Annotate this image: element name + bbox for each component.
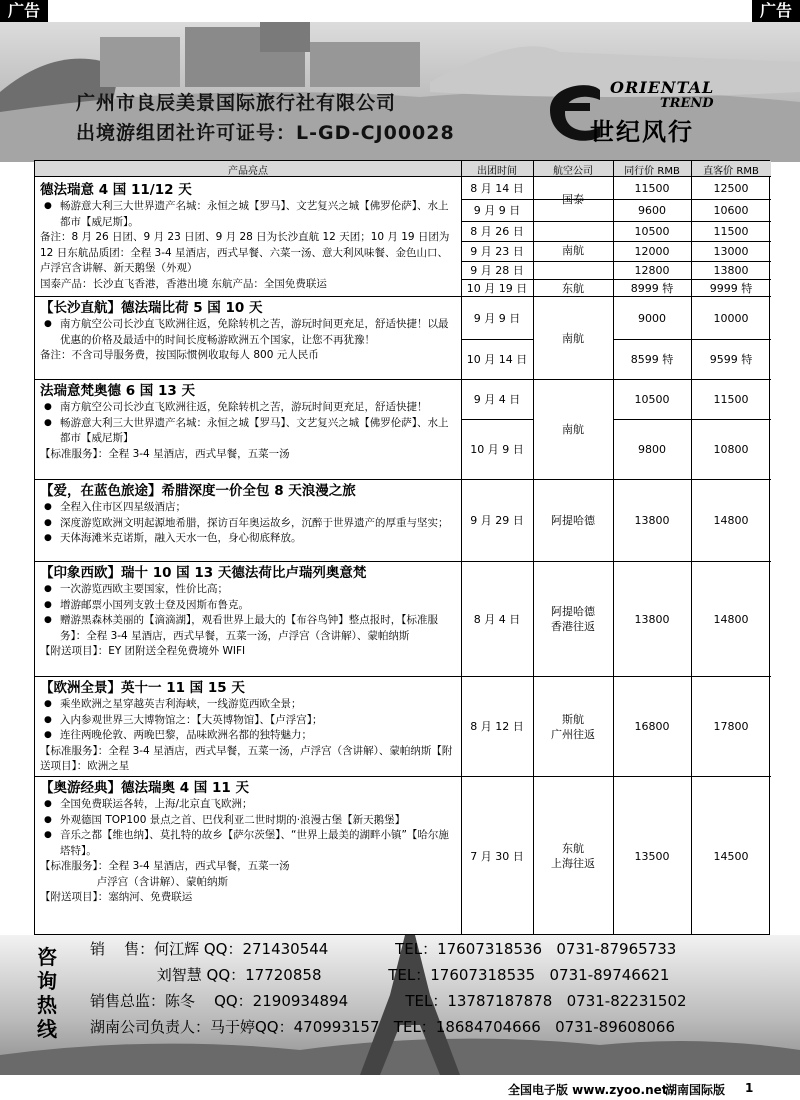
section-3-line: ● 畅游意大利三大世界遗产名城：永恒之城【罗马】、文艺复兴之城【佛罗伦萨】、水上都市【威尼斯】 [40, 416, 456, 447]
section-4 [35, 480, 461, 561]
airline-cell: 斯航 广州往返 [551, 712, 595, 741]
section-3-line: ● 南方航空公司长沙直飞欧洲往返，免除转机之苦，游玩时间更充足，舒适快捷！ [40, 400, 456, 416]
section-7-line: ● 外观德国 TOP100 景点之首、巴伐利亚二世时期的·浪漫古堡【新天鹅堡】 [40, 813, 456, 829]
airline-cell: 国泰 [562, 193, 584, 206]
peer-price-cell: 12800 [634, 264, 670, 277]
section-2-line: 备注：不含司导服务费，按国际惯例收取每人 800 元人民币 [40, 349, 319, 361]
direct-price-cell: 13000 [713, 245, 749, 258]
col-header-airline: 航空公司 [553, 166, 593, 177]
section-7-line: ● 全国免费联运各转，上海/北京直飞欧洲； [40, 797, 456, 813]
peer-price-cell: 10500 [634, 393, 670, 406]
direct-price-cell: 13800 [713, 264, 749, 277]
section-3 [35, 380, 461, 479]
peer-price-cell: 13500 [634, 849, 670, 863]
section-5-line: ● 一次游览西欧主要国家，性价比高； [40, 582, 456, 598]
hotline-label: 咨询热线 [37, 945, 57, 1041]
date-cell: 9 月 4 日 [473, 393, 521, 406]
direct-price-cell: 9999 特 [709, 281, 753, 295]
contact-line: 销 售：何江辉 QQ：271430544 TEL：17607318536 0731-87965733 [90, 940, 677, 958]
direct-price-cell: 14500 [713, 849, 749, 863]
section-4-line: ● 天体海滩米克诺斯，融入天水一色，身心彻底释放。 [40, 531, 456, 547]
peer-price-cell: 9800 [638, 443, 666, 456]
date-cell: 8 月 12 日 [470, 720, 524, 733]
section-6-line: ● 乘坐欧洲之星穿越英吉利海峡，一线游览西欧全景； [40, 697, 456, 713]
peer-price-cell: 10500 [634, 225, 670, 238]
site-url: 全国电子版 www.zyoo.net [508, 1083, 668, 1097]
date-cell: 9 月 23 日 [470, 245, 524, 258]
col-header-direct-price: 直客价 RMB [703, 166, 759, 177]
date-cell: 9 月 9 日 [473, 204, 521, 217]
airline-cell: 阿提哈德 香港往返 [551, 605, 595, 633]
section-1-line: 备注：8 月 26 日团、9 月 23 日团、9 月 28 日为长沙直航 12 天团；10 月 19 日团为 12 日东航品质团：全程 3-4 星酒店，西式早餐、六菜一汤、意大利风味餐、金色山口、卢浮宫含讲解、新天鹅堡（外观） [40, 231, 450, 274]
section-7 [35, 777, 461, 935]
peer-price-cell: 12000 [634, 245, 670, 258]
direct-price-cell: 14800 [713, 514, 749, 527]
tour-price-table [34, 160, 770, 935]
license-number: 出境游组团社许可证号：L-GD-CJ00028 [76, 122, 455, 144]
direct-price-cell: 9599 特 [709, 353, 753, 366]
airline-cell: 阿提哈德 [551, 514, 595, 527]
ad-tag-right: 广告 [752, 0, 800, 22]
logo-text-chinese: 世纪风行 [590, 117, 694, 146]
section-6-line: ● 连往两晚伦敦、两晚巴黎，品味欧洲名都的独特魅力； [40, 728, 456, 744]
section-5-line: 【附送项目】：EY 团附送全程免费境外 WIFI [40, 645, 246, 657]
direct-price-cell: 10800 [713, 443, 749, 456]
date-cell: 9 月 9 日 [473, 311, 521, 325]
logo-text-trend: TREND [660, 96, 714, 111]
date-cell: 9 月 29 日 [470, 514, 524, 527]
section-4-line: ● 全程入住市区四星级酒店； [40, 500, 456, 516]
edition-name: 湖南国际版 [665, 1083, 726, 1097]
direct-price-cell: 12500 [713, 182, 749, 195]
section-7-line: 【标准服务】：全程 3-4 星酒店，西式早餐，五菜一汤 [40, 860, 290, 872]
peer-price-cell: 13800 [634, 514, 670, 527]
section-2-title: 【长沙直航】德法瑞比荷 5 国 10 天 [40, 300, 263, 316]
direct-price-cell: 11500 [713, 393, 749, 406]
section-6 [35, 677, 461, 776]
col-header-peer-price: 同行价 RMB [624, 166, 680, 177]
section-4-line: ● 深度游览欧洲文明起源地希腊，探访百年奥运故乡，沉醉于世界遗产的厚重与坚实； [40, 516, 456, 532]
col-header-date: 出团时间 [477, 166, 517, 177]
contact-line: 湖南公司负责人：马于婷QQ：470993157 TEL：18684704666 0731-89608066 [90, 1018, 676, 1036]
section-6-title: 【欧洲全景】英十一 11 国 15 天 [40, 680, 245, 696]
direct-price-cell: 17800 [713, 720, 749, 733]
col-header-highlights: 产品亮点 [228, 166, 268, 177]
ad-tag-left: 广告 [0, 0, 48, 22]
peer-price-cell: 16800 [634, 720, 670, 733]
section-5-line: ● 增游邮票小国列支敦士登及因斯布鲁克。 [40, 598, 456, 614]
peer-price-cell: 8999 特 [630, 281, 674, 295]
page-footer [0, 1075, 800, 1100]
airline-cell: 东航 上海往返 [551, 842, 595, 870]
peer-price-cell: 8599 特 [630, 353, 674, 366]
section-3-title: 法瑞意梵奥德 6 国 13 天 [40, 383, 195, 399]
section-5-line: ● 赠游黑森林美丽的【滴滴湖】，观看世界上最大的【布谷鸟钟】整点报时，【标准服务】：全程 3-4 星酒店，西式早餐，五菜一汤，卢浮宫（含讲解）、蒙帕纳斯 [40, 613, 456, 644]
section-1-title: 德法瑞意 4 国 11/12 天 [40, 182, 192, 198]
section-7-line: ● 音乐之都【维也纳】、莫扎特的故乡【萨尔茨堡】、“世界上最美的湖畔小镇”【哈尔施塔特】。 [40, 828, 456, 859]
section-7-line: 卢浮宫（含讲解）、蒙帕纳斯 [40, 875, 228, 888]
section-2 [35, 297, 461, 379]
contact-line: 销售总监：陈冬 QQ：2190934894 TEL：13787187878 0731-82231502 [90, 992, 687, 1010]
date-cell: 9 月 28 日 [470, 264, 524, 277]
direct-price-cell: 11500 [713, 225, 749, 238]
date-cell: 8 月 14 日 [470, 182, 524, 195]
section-7-title: 【奥游经典】德法瑞奥 4 国 11 天 [40, 780, 249, 796]
direct-price-cell: 14800 [713, 612, 749, 626]
section-5 [35, 562, 461, 676]
table-header [35, 161, 771, 177]
direct-price-cell: 10000 [713, 311, 749, 325]
section-5-title: 【印象西欧】瑞十 10 国 13 天德法荷比卢瑞列奥意梵 [40, 565, 367, 581]
date-cell: 10 月 9 日 [470, 443, 524, 456]
page-number: 1 [745, 1081, 754, 1095]
contact-line: 刘智慧 QQ：17720858 TEL：17607318535 0731-89746621 [90, 966, 670, 984]
date-cell: 7 月 30 日 [470, 849, 524, 863]
airline-cell: 南航 [562, 423, 584, 436]
section-3-line: 【标准服务】：全程 3-4 星酒店，西式早餐，五菜一汤 [40, 447, 290, 460]
date-cell: 8 月 4 日 [473, 612, 521, 626]
airline-cell: 东航 [562, 281, 584, 295]
section-6-line: ● 入内参观世界三大博物馆之：【大英博物馆】、【卢浮宫】； [40, 713, 456, 729]
logo-text-oriental: ORIENTAL [610, 78, 715, 97]
date-cell: 8 月 26 日 [470, 225, 524, 238]
airline-cell: 南航 [562, 244, 584, 257]
section-7-line: 【附送项目】：塞纳河、免费联运 [40, 891, 193, 903]
peer-price-cell: 9000 [638, 311, 666, 325]
date-cell: 10 月 19 日 [466, 281, 528, 295]
direct-price-cell: 10600 [713, 204, 749, 217]
company-name: 广州市良辰美景国际旅行社有限公司 [76, 92, 397, 114]
section-1-line: 国泰产品：长沙直飞香港，香港出境 东航产品：全国免费联运 [40, 277, 327, 290]
airline-cell: 南航 [562, 331, 584, 345]
section-1-line: ● 畅游意大利三大世界遗产名城：永恒之城【罗马】、文艺复兴之城【佛罗伦萨】、水上都市【威尼斯】。 [40, 199, 456, 230]
section-6-line: 【标准服务】：全程 3-4 星酒店，西式早餐，五菜一汤，卢浮宫（含讲解）、蒙帕纳斯【附送项目】：欧洲之星 [40, 744, 453, 772]
date-cell: 10 月 14 日 [466, 353, 528, 366]
section-2-line: ● 南方航空公司长沙直飞欧洲往返，免除转机之苦，游玩时间更充足，舒适快捷！以最优惠的价格及最适中的时间长度畅游欧洲五个国家，让您不再犹豫！ [40, 317, 456, 348]
section-1 [35, 179, 461, 296]
peer-price-cell: 13800 [634, 612, 670, 626]
peer-price-cell: 9600 [638, 204, 666, 217]
section-4-title: 【爱，在蓝色旅途】希腊深度一价全包 8 天浪漫之旅 [40, 483, 356, 499]
peer-price-cell: 11500 [634, 182, 670, 195]
